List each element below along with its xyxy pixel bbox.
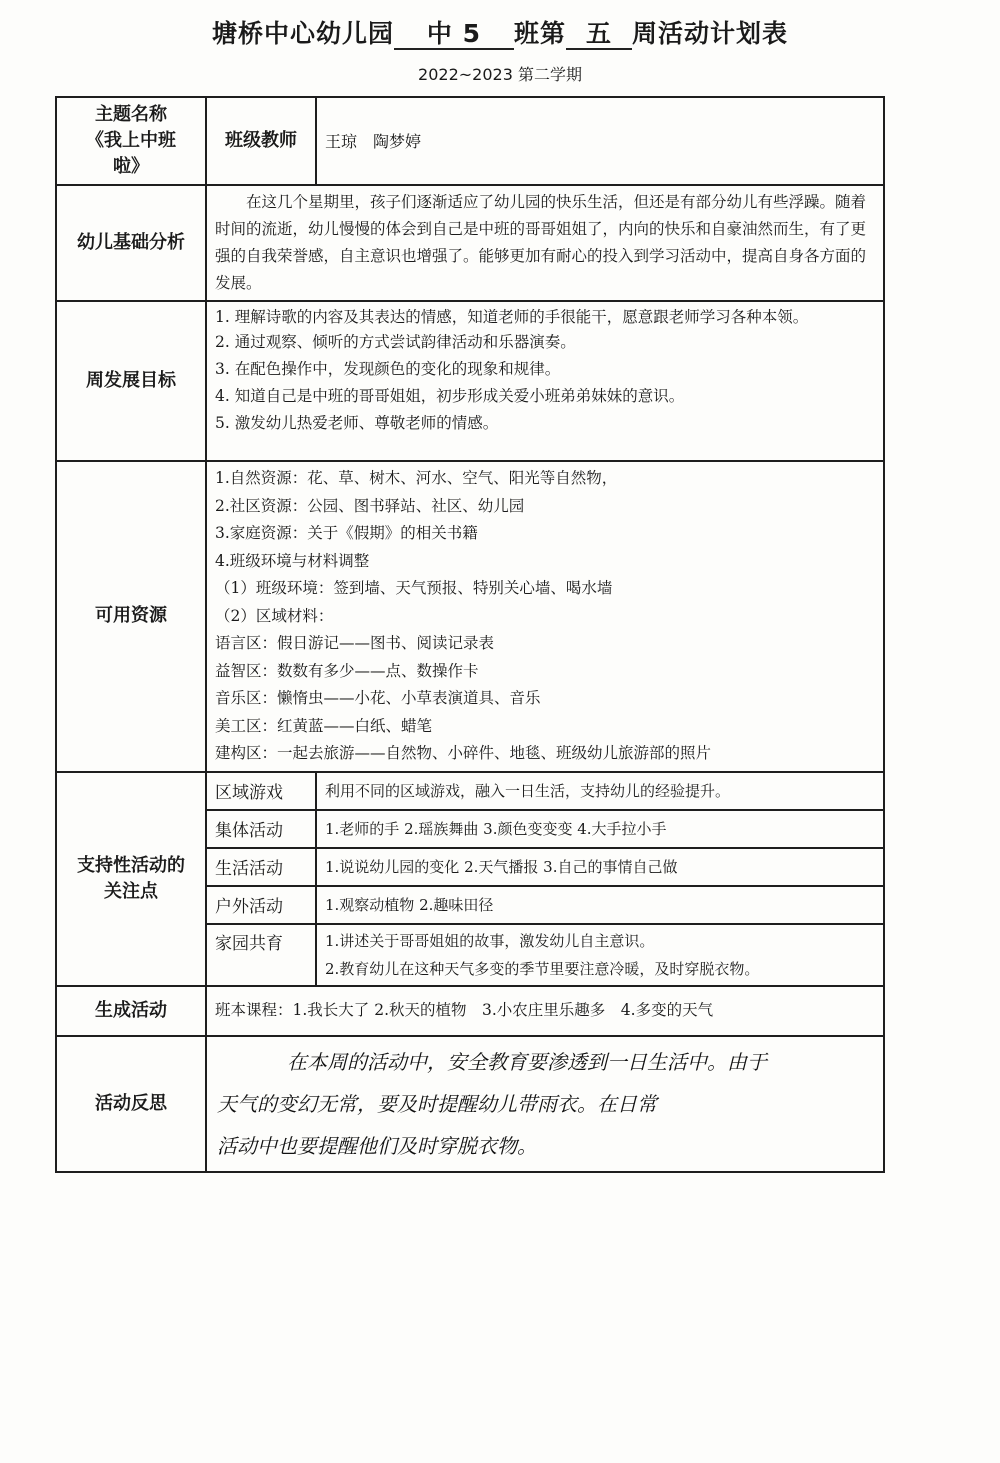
support-value [316, 924, 884, 986]
resource-item: 音乐区：懒惰虫——小花、小草表演道具、音乐 [215, 689, 541, 707]
support-name: 集体活动 [206, 810, 316, 848]
support-value-line: 2.教育幼儿在这种天气多变的季节里要注意冷暖，及时穿脱衣物。 [325, 959, 760, 978]
support-name: 家园共育 [206, 924, 316, 986]
support-name: 区域游戏 [206, 772, 316, 810]
theme-label-line: 《我上中班 [86, 130, 176, 151]
support-value-line: 1.讲述关于哥哥姐姐的故事，激发幼儿自主意识。 [325, 931, 655, 950]
resource-item: 3.家庭资源：关于《假期》的相关书籍 [215, 524, 478, 542]
analysis-label: 幼儿基础分析 [56, 185, 206, 301]
week-blank: 五 [566, 20, 632, 50]
analysis-text: 在这几个星期里，孩子们逐渐适应了幼儿园的快乐生活，但还是有部分幼儿有些浮躁。随着时间的流逝，幼儿慢慢的体会到自己是中班的哥哥姐姐了，内向的快乐和自豪油然而生，有了更强的自我荣誉感，自主意识也增强了。能够更加有耐心的投入到学习活动中，提高自身各方面的发展。 [206, 185, 884, 301]
goal-item: 4. 知道自己是中班的哥哥姐姐，初步形成关爱小班弟弟妹妹的意识。 [215, 387, 685, 405]
page-title [0, 14, 1000, 50]
analysis-row [56, 185, 884, 301]
reflection-line: 天气的变幻无常，要及时提醒幼儿带雨衣。在日常 [217, 1091, 657, 1116]
resource-item: 4.班级环境与材料调整 [215, 551, 370, 570]
theme-label-line: 主题名称 [95, 104, 167, 125]
goals-row [56, 301, 884, 461]
resources-row [56, 461, 884, 772]
resource-item: 语言区：假日游记——图书、阅读记录表 [215, 634, 495, 652]
school-name: 塘桥中心幼儿园 [211, 19, 394, 48]
theme-label-line: 啦》 [113, 156, 149, 177]
support-value: 1.观察动植物 2.趣味田径 [316, 886, 884, 924]
goal-item: 5. 激发幼儿热爱老师、尊敬老师的情感。 [215, 414, 499, 432]
support-label-line: 支持性活动的 [77, 854, 185, 876]
resource-item: 益智区：数数有多少——点、数操作卡 [215, 661, 479, 680]
goals-label: 周发展目标 [56, 301, 206, 461]
generated-label: 生成活动 [56, 986, 206, 1036]
generated-text: 班本课程：1.我长大了 2.秋天的植物 3.小农庄里乐趣多 4.多变的天气 [206, 986, 884, 1036]
reflection-handwriting [206, 1036, 884, 1172]
semester: 2022~2023 第二学期 [418, 65, 582, 84]
support-name: 生活活动 [206, 848, 316, 886]
goal-item: 2. 通过观察、倾听的方式尝试韵律活动和乐器演奏。 [215, 333, 576, 351]
goals-list [206, 301, 884, 461]
plan-table [55, 96, 885, 1173]
teacher-label: 班级教师 [206, 97, 316, 185]
resource-item: （2）区域材料： [215, 606, 334, 625]
title-mid: 班第 [513, 19, 566, 48]
reflection-line: 活动中也要提醒他们及时穿脱衣物。 [217, 1133, 537, 1158]
reflection-row [56, 1036, 884, 1172]
resource-item: （1）班级环境：签到墙、天气预报、特别关心墙、喝水墙 [215, 579, 613, 597]
title-tail: 周活动计划表 [632, 19, 789, 48]
goal-item: 3. 在配色操作中，发现颜色的变化的现象和规律。 [215, 360, 561, 378]
support-name: 户外活动 [206, 886, 316, 924]
teacher-names: 王琼 陶梦婷 [316, 97, 884, 185]
theme-label [56, 97, 206, 185]
support-row-area-game [56, 772, 884, 810]
resources-label: 可用资源 [56, 461, 206, 772]
support-value: 1.老师的手 2.瑶族舞曲 3.颜色变变变 4.大手拉小手 [316, 810, 884, 848]
support-label [56, 772, 206, 986]
resource-item: 2.社区资源：公园、图书驿站、社区、幼儿园 [215, 496, 525, 515]
class-name-blank: 中 5 [394, 20, 514, 50]
goal-item: 1. 理解诗歌的内容及其表达的情感，知道老师的手很能干，愿意跟老师学习各种本领。 [215, 308, 809, 326]
support-value: 1.说说幼儿园的变化 2.天气播报 3.自己的事情自己做 [316, 848, 884, 886]
theme-row [56, 97, 884, 185]
resources-list [206, 461, 884, 772]
reflection-label: 活动反思 [56, 1036, 206, 1172]
support-label-line: 关注点 [104, 880, 158, 902]
generated-row [56, 986, 884, 1036]
reflection-line: 在本周的活动中，安全教育要渗透到一日生活中。由于 [287, 1049, 767, 1074]
resource-item: 1.自然资源：花、草、树木、河水、空气、阳光等自然物， [215, 469, 618, 487]
support-value: 利用不同的区域游戏，融入一日生活，支持幼儿的经验提升。 [316, 772, 884, 810]
resource-item: 建构区：一起去旅游——自然物、小碎件、地毯、班级幼儿旅游部的照片 [215, 744, 712, 762]
resource-item: 美工区：红黄蓝——白纸、蜡笔 [215, 716, 433, 735]
